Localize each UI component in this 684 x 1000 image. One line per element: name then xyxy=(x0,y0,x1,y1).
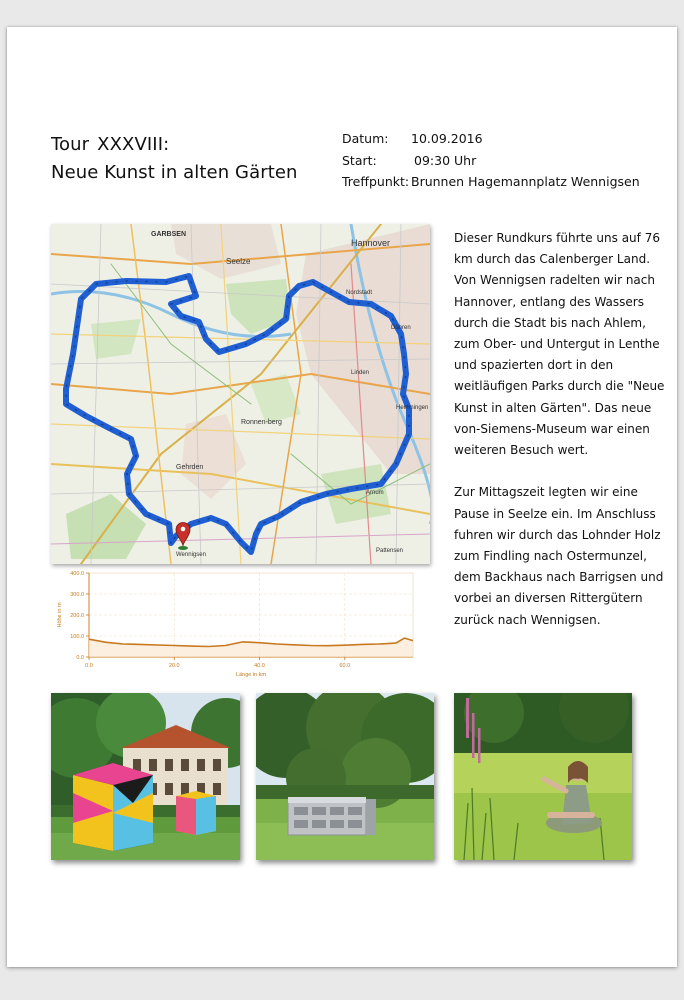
tour-title xyxy=(51,131,298,187)
photo-metal-sculpture xyxy=(256,693,434,860)
photo-sitting-figure xyxy=(454,693,632,860)
y-axis-label: Höhe in m xyxy=(57,602,63,628)
place-label: Pattensen xyxy=(376,548,404,554)
start-label: Start: xyxy=(342,152,377,168)
place-label: Hannover xyxy=(351,238,391,248)
date-label: Datum: xyxy=(342,131,389,146)
y-tick-label: 100.0 xyxy=(70,634,84,640)
elevation-profile-svg xyxy=(51,567,418,680)
date-value: 10.09.2016 xyxy=(411,131,483,146)
place-label: Wennigsen xyxy=(176,552,206,558)
place-label: GARBSEN xyxy=(151,231,187,238)
x-tick-label: 60.0 xyxy=(339,663,351,669)
tour-subtitle: Neue Kunst in alten Gärten xyxy=(51,162,298,183)
route-map xyxy=(51,224,430,564)
meeting-value: Brunnen Hagemannplatz Wennigsen xyxy=(411,174,640,189)
place-label: Arnum xyxy=(366,490,384,496)
photo-art-pavilions xyxy=(51,693,240,860)
place-label: Ronnen-berg xyxy=(241,419,282,426)
place-label: Gehrden xyxy=(176,464,204,471)
tour-number-line xyxy=(51,131,298,159)
x-tick-label: 40.0 xyxy=(254,663,265,669)
page-sheet xyxy=(7,27,677,967)
meta-meeting-row xyxy=(342,171,640,193)
meeting-label: Treffpunkt: xyxy=(342,174,410,189)
tour-number: XXXVIII: xyxy=(97,134,170,155)
x-tick-label: 20.0 xyxy=(168,663,180,669)
place-label: Seelze xyxy=(226,257,251,266)
place-label: Döhren xyxy=(391,325,411,331)
y-tick-label: 400.0 xyxy=(70,571,84,577)
elevation-profile xyxy=(51,567,418,680)
meta-date-row xyxy=(342,128,640,150)
description-paragraph-2: Zur Mittagszeit legten wir eine Pause in Seelze ein. Im Anschluss fuhren wir durch das Lohnder Holz zum Findling nach Ostermunzel, dem Backhaus nach Barrigsen und vorbei an diversen Rittergütern zurück nach Wennigsen. xyxy=(454,485,664,627)
y-tick-label: 0.0 xyxy=(76,655,84,661)
place-label: Hemmingen xyxy=(396,405,429,411)
tour-label: Tour xyxy=(51,134,90,155)
x-tick-label: 0.0 xyxy=(85,663,93,669)
place-label: Nordstadt xyxy=(346,290,373,296)
y-tick-label: 300.0 xyxy=(70,592,84,598)
start-value: 09:30 Uhr xyxy=(414,152,477,168)
x-axis-label: Länge in km xyxy=(236,672,266,678)
meta-start-row xyxy=(342,150,640,172)
y-tick-label: 200.0 xyxy=(70,613,84,619)
description-paragraph-1: Dieser Rundkurs führte uns auf 76 km durch das Calenberger Land. Von Wennigsen radelten wir nach Hannover, entlang des Wassers durch die Stadt bis nach Ahlem, zum Ober- und Untergut in Lenthe und spazierten dort in den weitläufigen Parks durch die "Neue Kunst in alten Gärten". Das neue von-Siemens-Museum war einen weiteren Besuch wert. xyxy=(454,231,665,458)
place-label: Linden xyxy=(351,370,370,376)
tour-description xyxy=(454,228,669,631)
route-map-svg xyxy=(51,224,430,564)
tour-meta xyxy=(342,128,640,193)
elevation-area xyxy=(89,638,413,657)
